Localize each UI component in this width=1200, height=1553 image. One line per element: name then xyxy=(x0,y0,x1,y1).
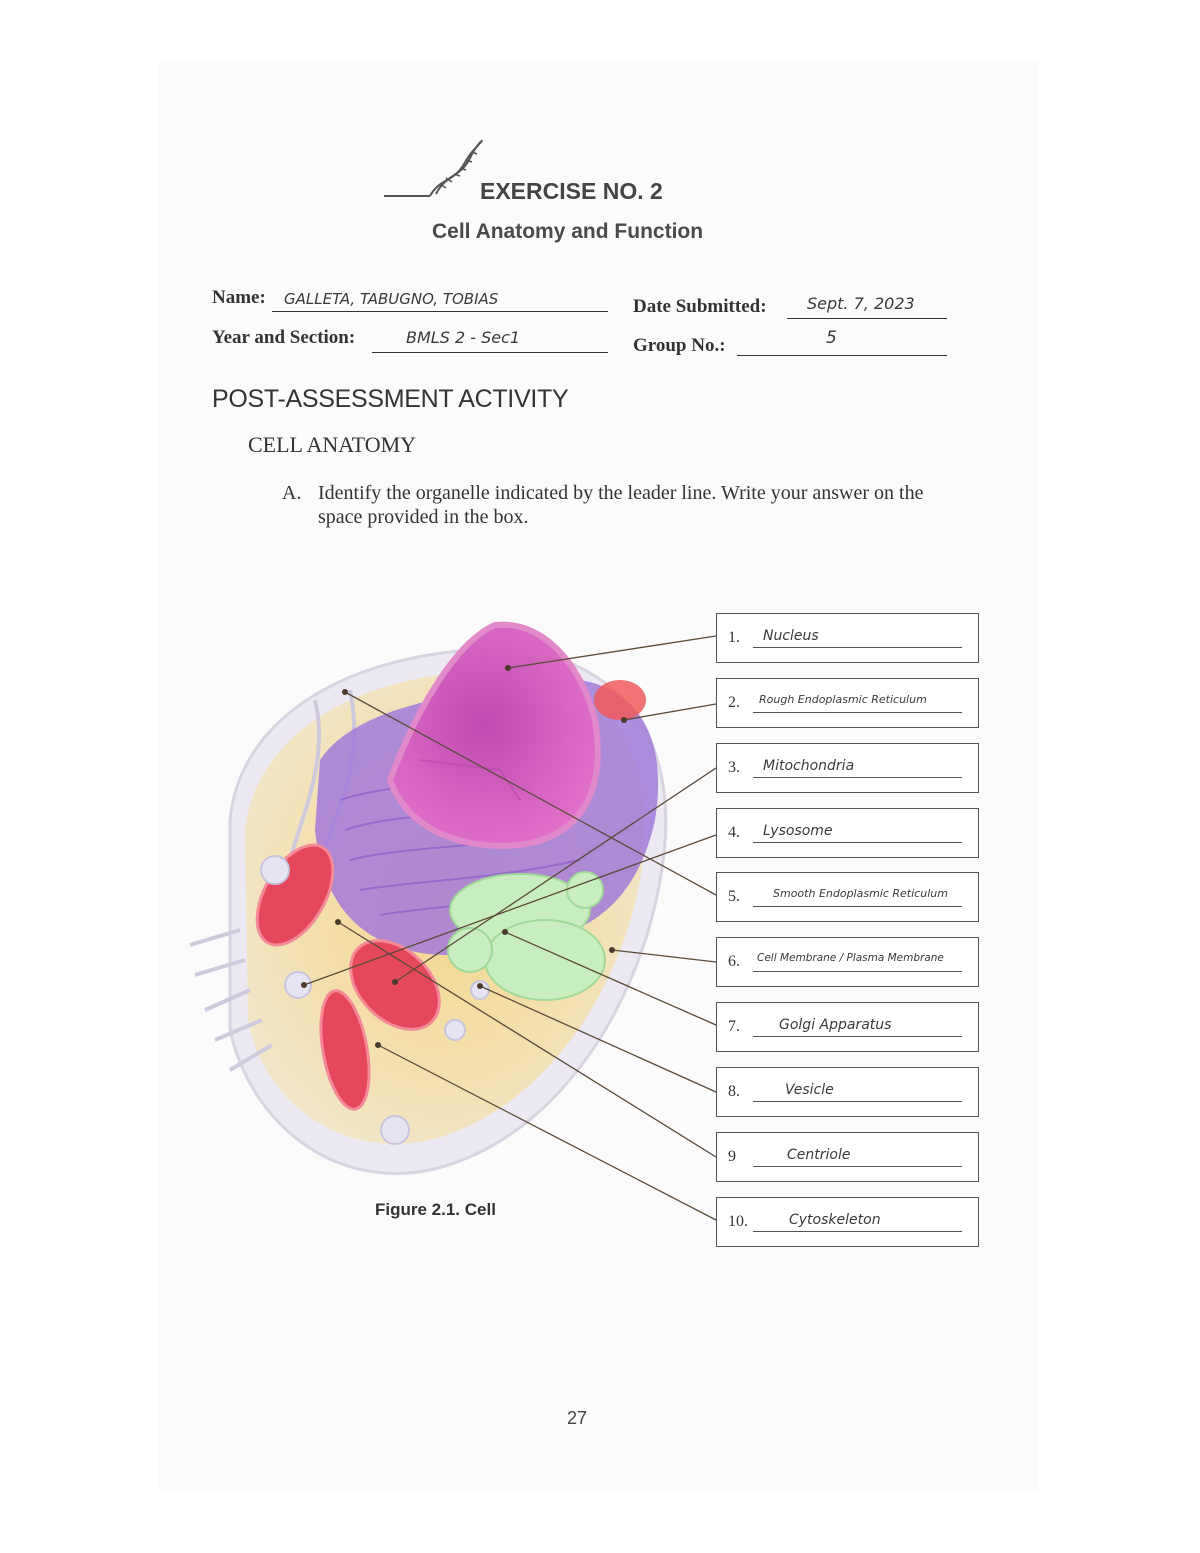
section-value: BMLS 2 - Sec1 xyxy=(406,328,521,347)
answer-underline xyxy=(753,1231,962,1232)
answer-text: Lysosome xyxy=(763,823,833,839)
answer-underline xyxy=(753,1036,962,1037)
post-assessment-heading: POST-ASSESSMENT ACTIVITY xyxy=(212,385,569,413)
section-label: Year and Section: xyxy=(212,327,356,348)
answer-underline xyxy=(753,647,962,648)
answer-underline xyxy=(753,842,962,843)
answer-box-6 xyxy=(716,937,979,987)
answer-number: 4. xyxy=(728,824,740,841)
answer-underline xyxy=(753,906,962,907)
rer-blob xyxy=(594,680,646,720)
answer-underline xyxy=(753,1166,962,1167)
answer-text: Cytoskeleton xyxy=(789,1212,881,1228)
name-value: GALLETA, TABUGNO, TOBIAS xyxy=(284,290,499,308)
group-label: Group No.: xyxy=(633,335,726,356)
answer-box-8 xyxy=(716,1067,979,1117)
answer-text: Cell Membrane / Plasma Membrane xyxy=(757,952,944,964)
answer-box-2 xyxy=(716,678,979,728)
page-number: 27 xyxy=(567,1408,588,1428)
answer-box-4 xyxy=(716,808,979,858)
answer-text: Centriole xyxy=(787,1147,851,1163)
answer-number: 8. xyxy=(728,1083,740,1100)
answer-box-5 xyxy=(716,872,979,922)
answer-underline xyxy=(753,1101,962,1102)
answer-number: 5. xyxy=(728,888,740,905)
answer-number: 7. xyxy=(728,1018,740,1035)
answer-underline xyxy=(753,971,962,972)
answer-number: 10. xyxy=(728,1213,748,1230)
date-value: Sept. 7, 2023 xyxy=(807,294,915,313)
answer-text: Rough Endoplasmic Reticulum xyxy=(759,693,927,706)
answer-number: 9 xyxy=(728,1148,736,1165)
answer-text: Nucleus xyxy=(763,628,819,644)
name-label: Name: xyxy=(212,287,266,308)
answer-underline xyxy=(753,712,962,713)
exercise-subtitle: Cell Anatomy and Function xyxy=(432,220,704,243)
answer-number: 1. xyxy=(728,629,740,646)
answer-text: Smooth Endoplasmic Reticulum xyxy=(773,887,948,900)
answer-number: 2. xyxy=(728,694,740,711)
answer-underline xyxy=(753,777,962,778)
answer-box-9 xyxy=(716,1132,979,1182)
date-label: Date Submitted: xyxy=(633,296,767,317)
group-value: 5 xyxy=(826,328,837,348)
answer-text: Mitochondria xyxy=(763,758,855,774)
instruction-letter: A. xyxy=(282,482,302,504)
answer-text: Golgi Apparatus xyxy=(779,1017,892,1033)
answer-number: 3. xyxy=(728,759,740,776)
exercise-title: EXERCISE NO. 2 xyxy=(480,178,663,204)
answer-box-3 xyxy=(716,743,979,793)
instruction-text: Identify the organelle indicated by the leader line. Write your answer on the space provided in the box. xyxy=(318,482,924,528)
answer-box-7 xyxy=(716,1002,979,1052)
figure-caption: Figure 2.1. Cell xyxy=(375,1200,496,1219)
cell-anatomy-heading: CELL ANATOMY xyxy=(248,432,417,457)
answer-box-1 xyxy=(716,613,979,663)
answer-box-10 xyxy=(716,1197,979,1247)
answer-number: 6. xyxy=(728,953,740,970)
answer-text: Vesicle xyxy=(785,1082,834,1098)
